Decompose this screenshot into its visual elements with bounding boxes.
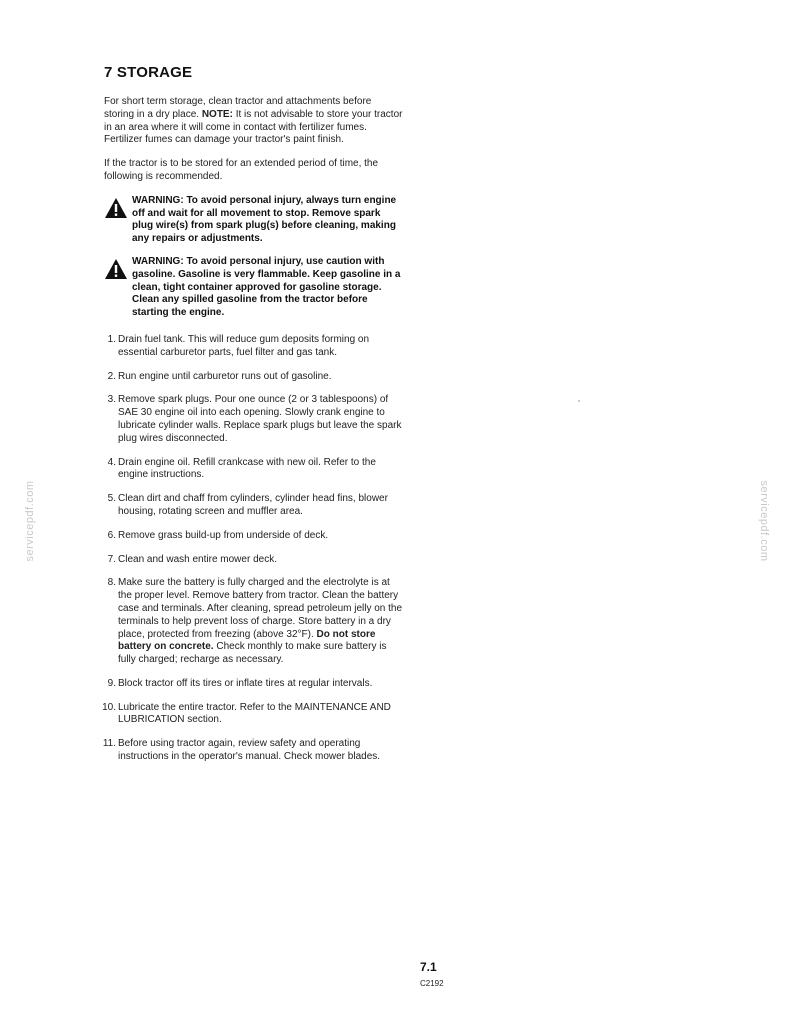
note-label: NOTE: [201,108,233,120]
step-text: Remove grass build-up from underside of deck. [118,529,329,541]
step-text: Remove spark plugs. Pour one ounce (2 or 3 tablespoons) of SAE 30 engine oil into each opening. Slowly crank engine to lubricate cylinder walls. Replace spark plugs but leave the spark plug wires disconnected. [118,394,402,444]
step-text: Before using tractor again, review safety and operating instructions in the operator's manual. Check mower blades. [118,738,381,763]
step-number: 2. [107,370,116,382]
step-number: 11. [102,738,116,750]
warning-triangle-icon [104,197,128,219]
list-item [104,577,404,667]
step-number: 9. [107,677,116,689]
scan-speck [578,400,580,402]
step-number: 10. [102,701,116,713]
section-body [104,96,404,775]
step-number: 5. [107,493,116,505]
list-item [104,738,404,764]
step-text: Clean dirt and chaff from cylinders, cylinder head fins, blower housing, rotating screen and muffler area. [118,493,388,517]
list-item [104,457,404,483]
step-text-bold: Do not store battery on concrete. [118,628,376,653]
intro-text: For short term storage, clean tractor and attachments before storing in a dry place. [104,96,372,120]
step-text-cont: Check monthly to make sure battery is fully charged; recharge as necessary. [118,641,387,666]
step-number: 8. [107,577,116,589]
page-number: 7.1 [420,960,437,974]
intro-paragraph-1 [104,96,404,147]
warning-icon-wrap [104,256,132,320]
section-title: 7 STORAGE [104,64,193,81]
list-item [104,678,404,691]
intro-text-cont: It is not advisable to store your tractor in an area where it will come in contact with fertilizer fumes. Fertilizer fumes can damage your tractor's paint finish. [104,108,403,146]
step-text: Clean and wash entire mower deck. [118,553,277,565]
list-item [104,371,404,384]
step-number: 3. [107,394,116,406]
warning-block-1 [104,195,404,246]
warning-icon-wrap [104,195,132,246]
step-number: 4. [107,456,116,468]
watermark-left: servicepdf.com [24,480,36,562]
storage-steps-list [104,334,404,764]
list-item [104,493,404,519]
list-item [104,554,404,567]
list-item [104,702,404,728]
warning-text: WARNING: To avoid personal injury, always turn engine off and wait for all movement to stop. Remove spark plug wire(s) from spark plug(s) before cleaning, making any repairs or adjustments. [132,194,397,245]
list-item [104,530,404,543]
warning-text: WARNING: To avoid personal injury, use caution with gasoline. Gasoline is very flammable. Keep gasoline in a clean, tight container approved for gasoline storage. Clean any spilled gasoline from the tractor before starting the engine. [132,255,401,319]
watermark-right: servicepdf.com [758,480,770,562]
document-code: C2192 [420,979,444,988]
step-text: Drain fuel tank. This will reduce gum deposits forming on essential carburetor parts, fuel filter and gas tank. [118,333,370,358]
step-text: Lubricate the entire tractor. Refer to the MAINTENANCE AND LUBRICATION section. [118,701,391,726]
step-number: 1. [107,333,116,345]
step-text: Block tractor off its tires or inflate tires at regular intervals. [118,677,373,689]
step-text: Run engine until carburetor runs out of gasoline. [118,370,332,382]
step-number: 6. [107,529,116,541]
step-text: Drain engine oil. Refill crankcase with new oil. Refer to the engine instructions. [118,456,376,481]
warning-block-2 [104,256,404,320]
warning-triangle-icon [104,258,128,280]
list-item [104,394,404,445]
list-item [104,334,404,360]
step-number: 7. [107,553,116,565]
step-text: Make sure the battery is fully charged and the electrolyte is at the proper level. Remove battery from tractor. Clean the battery case and terminals. After cleaning, spread petroleum jelly on the terminals to help prevent loss of charge. Store battery in a dry place, protected from freezing (above 32°F). [118,577,403,640]
intro-paragraph-2: If the tractor is to be stored for an extended period of time, the following is recommended. [104,158,379,182]
